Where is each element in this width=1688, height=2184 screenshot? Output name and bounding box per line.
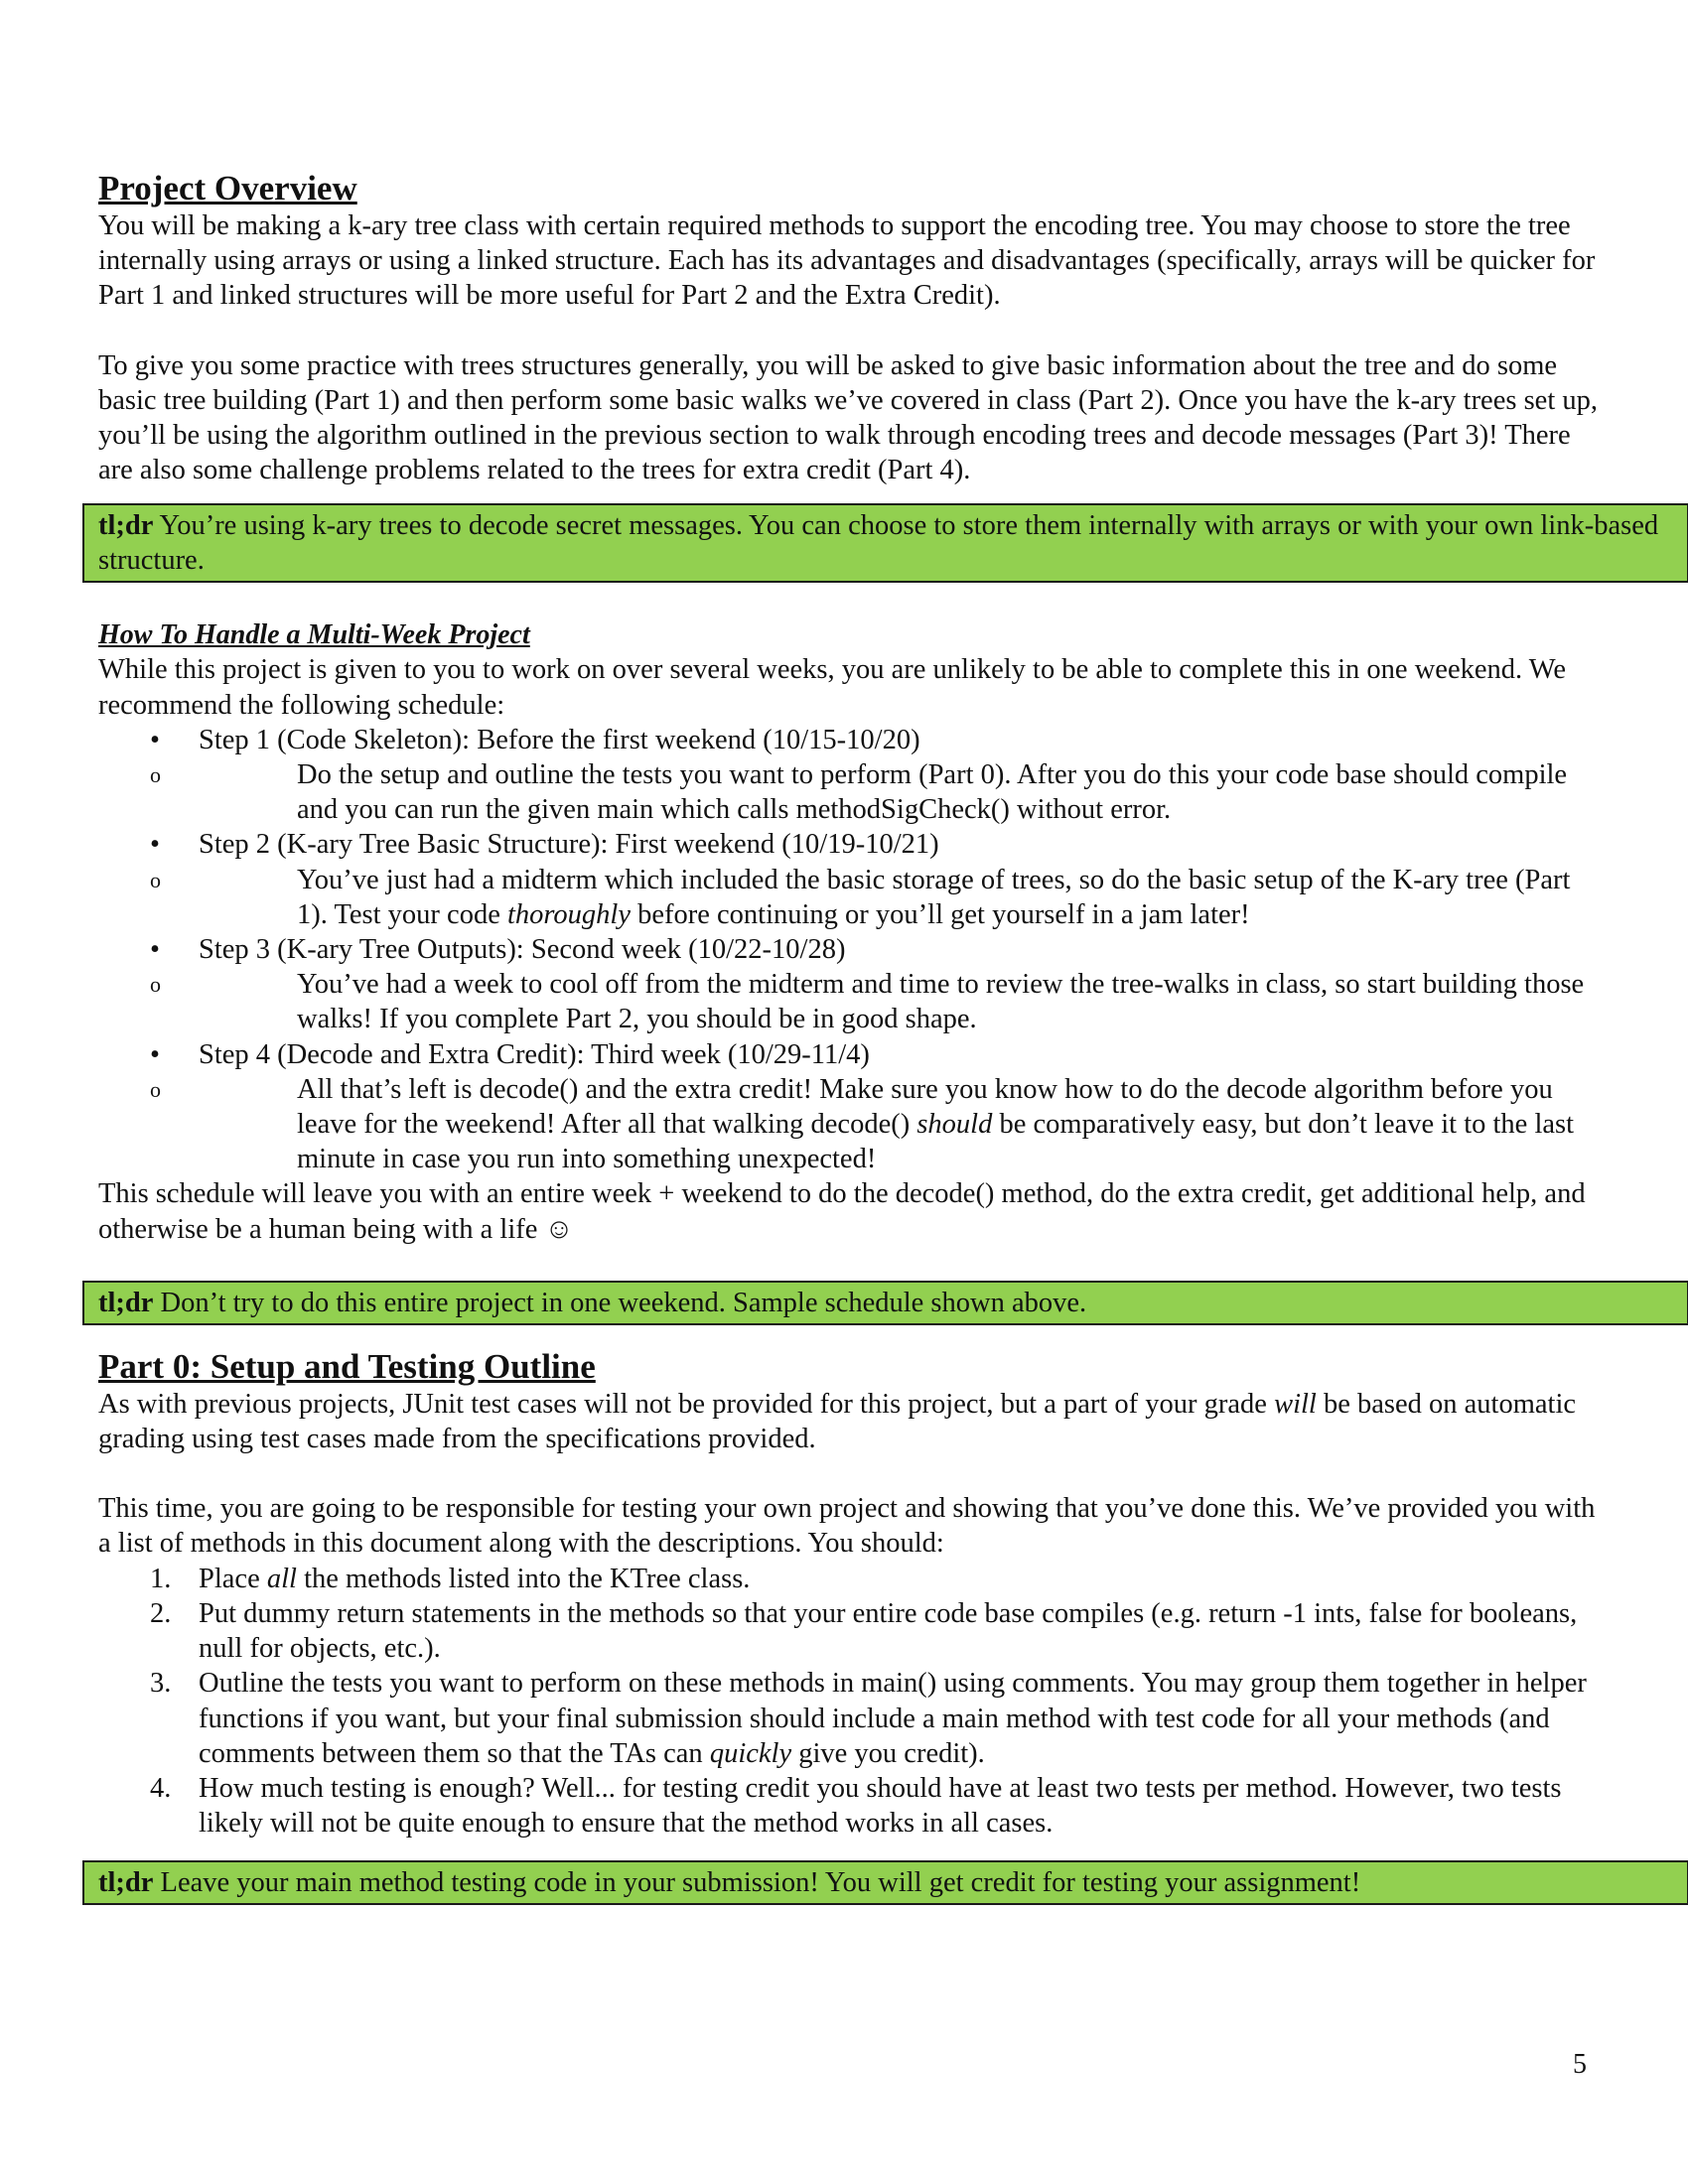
- tldr-label: tl;dr: [98, 1867, 154, 1899]
- tldr-label: tl;dr: [98, 1287, 154, 1318]
- document-page: [98, 169, 1659, 1905]
- part0-paragraph-2: This time, you are going to be responsible for testing your own project and showing that you’ve done this. We’ve provided you with a list of methods in this document along with the descriptions. You should:: [98, 1493, 1596, 1560]
- emphasis: all: [266, 1563, 297, 1594]
- list-item: [98, 723, 1608, 828]
- list-item: [98, 1037, 1608, 1177]
- list-item: [98, 967, 1608, 1036]
- emphasis: will: [1274, 1388, 1317, 1420]
- page-number: 5: [1573, 2049, 1587, 2080]
- list-item: 2. Put dummy return statements in the methods so that your entire code base compiles (e.g. return -1 ints, false for booleans, null for objects, etc.).: [150, 1597, 1578, 1665]
- emphasis: quickly: [709, 1737, 792, 1769]
- list-item: 1. Place all the methods listed into the KTree class.: [98, 1562, 1608, 1596]
- list-number: 3.: [150, 1668, 172, 1700]
- tldr-text: Don’t try to do this entire project in one weekend. Sample schedule shown above.: [153, 1287, 1087, 1318]
- list-item: [98, 932, 1608, 1037]
- step-detail: Do the setup and outline the tests you want to perform (Part 0). After you do this your code base should compile and you can run the given main which calls methodSigCheck() without error.: [297, 759, 1568, 826]
- list-item: 3. Outline the tests you want to perform on these methods in main() using comments. You may group them together in helper functions if you want, but your final submission should include a main method with test code for all your methods (and comments between them so that the TAs can quickly give you credit).: [150, 1668, 1587, 1769]
- schedule-list: [98, 723, 1608, 1177]
- part0-paragraph-1: As with previous projects, JUnit test cases will not be provided for this project, but a part of your grade will be based on automatic grading using test cases made from the specifications provided.: [98, 1388, 1577, 1455]
- tldr-text: You’re using k-ary trees to decode secret messages. You can choose to store them internally with arrays or with your own link-based structure.: [98, 510, 1659, 577]
- part0-numbered-list: [98, 1562, 1608, 1842]
- schedule-closing: This schedule will leave you with an entire week + weekend to do the decode() method, do the extra credit, get additional help, and otherwise be a human being with a life ☺: [98, 1178, 1586, 1245]
- tldr-box-overview: [82, 503, 1688, 583]
- schedule-intro: While this project is given to you to work on over several weeks, you are unlikely to be able to complete this in one weekend. We recommend the following schedule:: [98, 654, 1566, 721]
- list-number: 4.: [150, 1772, 172, 1804]
- step-label: Step 2 (K-ary Tree Basic Structure): First weekend (10/19-10/21): [199, 829, 939, 861]
- step-detail: before continuing or you’ll get yourself in a jam later!: [631, 898, 1250, 930]
- section-title-overview: Project Overview: [98, 169, 357, 207]
- list-item: [98, 863, 1608, 932]
- tldr-box-schedule: [82, 1281, 1688, 1325]
- list-item: [98, 827, 1608, 932]
- list-number: 2.: [150, 1597, 172, 1629]
- tldr-text: Leave your main method testing code in your submission! You will get credit for testing your assignment!: [153, 1867, 1361, 1899]
- step-detail: You’ve just had a midterm which included the basic storage of trees, so do the basic setup of the K-ary tree (Part 1). Test your code: [297, 864, 1571, 930]
- tldr-box-part0: [82, 1860, 1688, 1905]
- step-label: Step 4 (Decode and Extra Credit): Third week (10/29-11/4): [199, 1038, 870, 1070]
- emphasis: should: [916, 1109, 993, 1141]
- section-title-part0: Part 0: Setup and Testing Outline: [98, 1346, 596, 1386]
- list-item: [98, 1072, 1608, 1177]
- list-item: 4. How much testing is enough? Well... for testing credit you should have at least two tests per method. However, two tests likely will not be quite enough to ensure that the method works in all cases.: [150, 1772, 1562, 1840]
- step-detail: You’ve had a week to cool off from the midterm and time to review the tree-walks in class, so start building those walks! If you complete Part 2, you should be in good shape.: [297, 969, 1585, 1035]
- emphasis: thoroughly: [506, 898, 631, 930]
- overview-paragraph-2: To give you some practice with trees structures generally, you will be asked to give basic information about the tree and do some basic tree building (Part 1) and then perform some basic walks we’ve covered in class (Part 2). Once you have the k-ary trees set up, you’ll be using the algorithm outlined in the previous section to walk through encoding trees and decode messages (Part 3)! There are also some challenge problems related to the trees for extra credit (Part 4).: [98, 349, 1598, 486]
- step-label: Step 1 (Code Skeleton): Before the first weekend (10/15-10/20): [199, 724, 920, 755]
- list-item: [98, 757, 1608, 827]
- step-detail: All that’s left is decode() and the extra credit! Make sure you know how to do the decode algorithm before you leave for the weekend! After all that walking decode(): [297, 1073, 1553, 1141]
- step-label: Step 3 (K-ary Tree Outputs): Second week (10/22-10/28): [199, 934, 846, 966]
- tldr-label: tl;dr: [98, 510, 154, 542]
- list-number: 1.: [150, 1563, 172, 1594]
- step-detail: be comparatively easy, but don’t leave it to the last minute in case you run into something unexpected!: [297, 1109, 1575, 1175]
- overview-paragraph-1: You will be making a k-ary tree class with certain required methods to support the encoding tree. You may choose to store the tree internally using arrays or using a linked structure. Each has its advantages and disadvantages (specifically, arrays will be quicker for Part 1 and linked structures will be more useful for Part 2 and the Extra Credit).: [98, 210, 1596, 312]
- subsection-title-schedule: How To Handle a Multi-Week Project: [98, 619, 530, 651]
